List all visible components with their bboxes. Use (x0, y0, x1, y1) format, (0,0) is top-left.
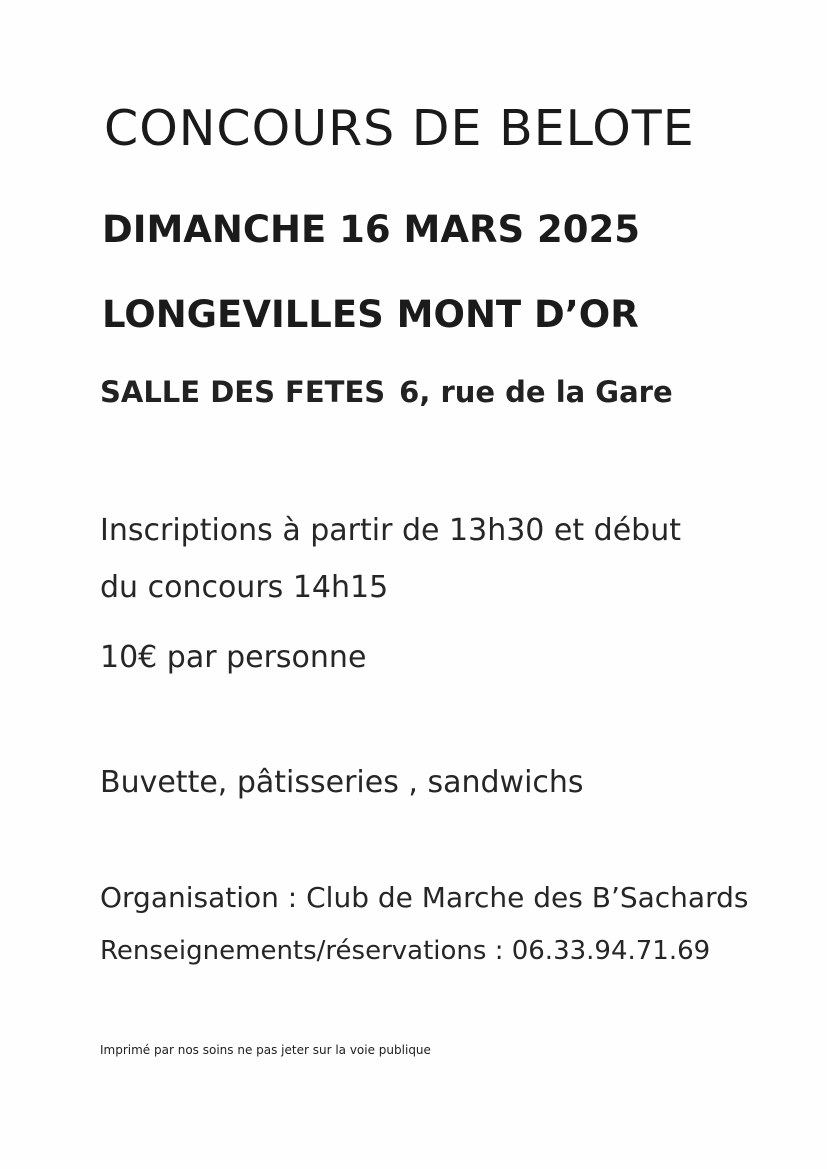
refreshments-info: Buvette, pâtisseries , sandwichs (100, 765, 584, 800)
print-footnote: Imprimé par nos soins ne pas jeter sur la voie publique (100, 1043, 431, 1057)
contact-info: Renseignements/réservations : 06.33.94.71.69 (100, 936, 711, 966)
flyer-title: CONCOURS DE BELOTE (104, 100, 695, 157)
organisation-info: Organisation : Club de Marche des B’Sachards (100, 881, 749, 914)
venue-address: 6, rue de la Gare (399, 375, 673, 409)
event-town: LONGEVILLES MONT D’OR (102, 293, 639, 336)
registration-line-1: Inscriptions à partir de 13h30 et début (100, 513, 681, 548)
event-date: DIMANCHE 16 MARS 2025 (102, 208, 640, 251)
entry-price: 10€ par personne (100, 640, 367, 675)
event-venue (100, 375, 673, 409)
venue-name: SALLE DES FETES (100, 375, 386, 409)
registration-line-2: du concours 14h15 (100, 570, 389, 605)
